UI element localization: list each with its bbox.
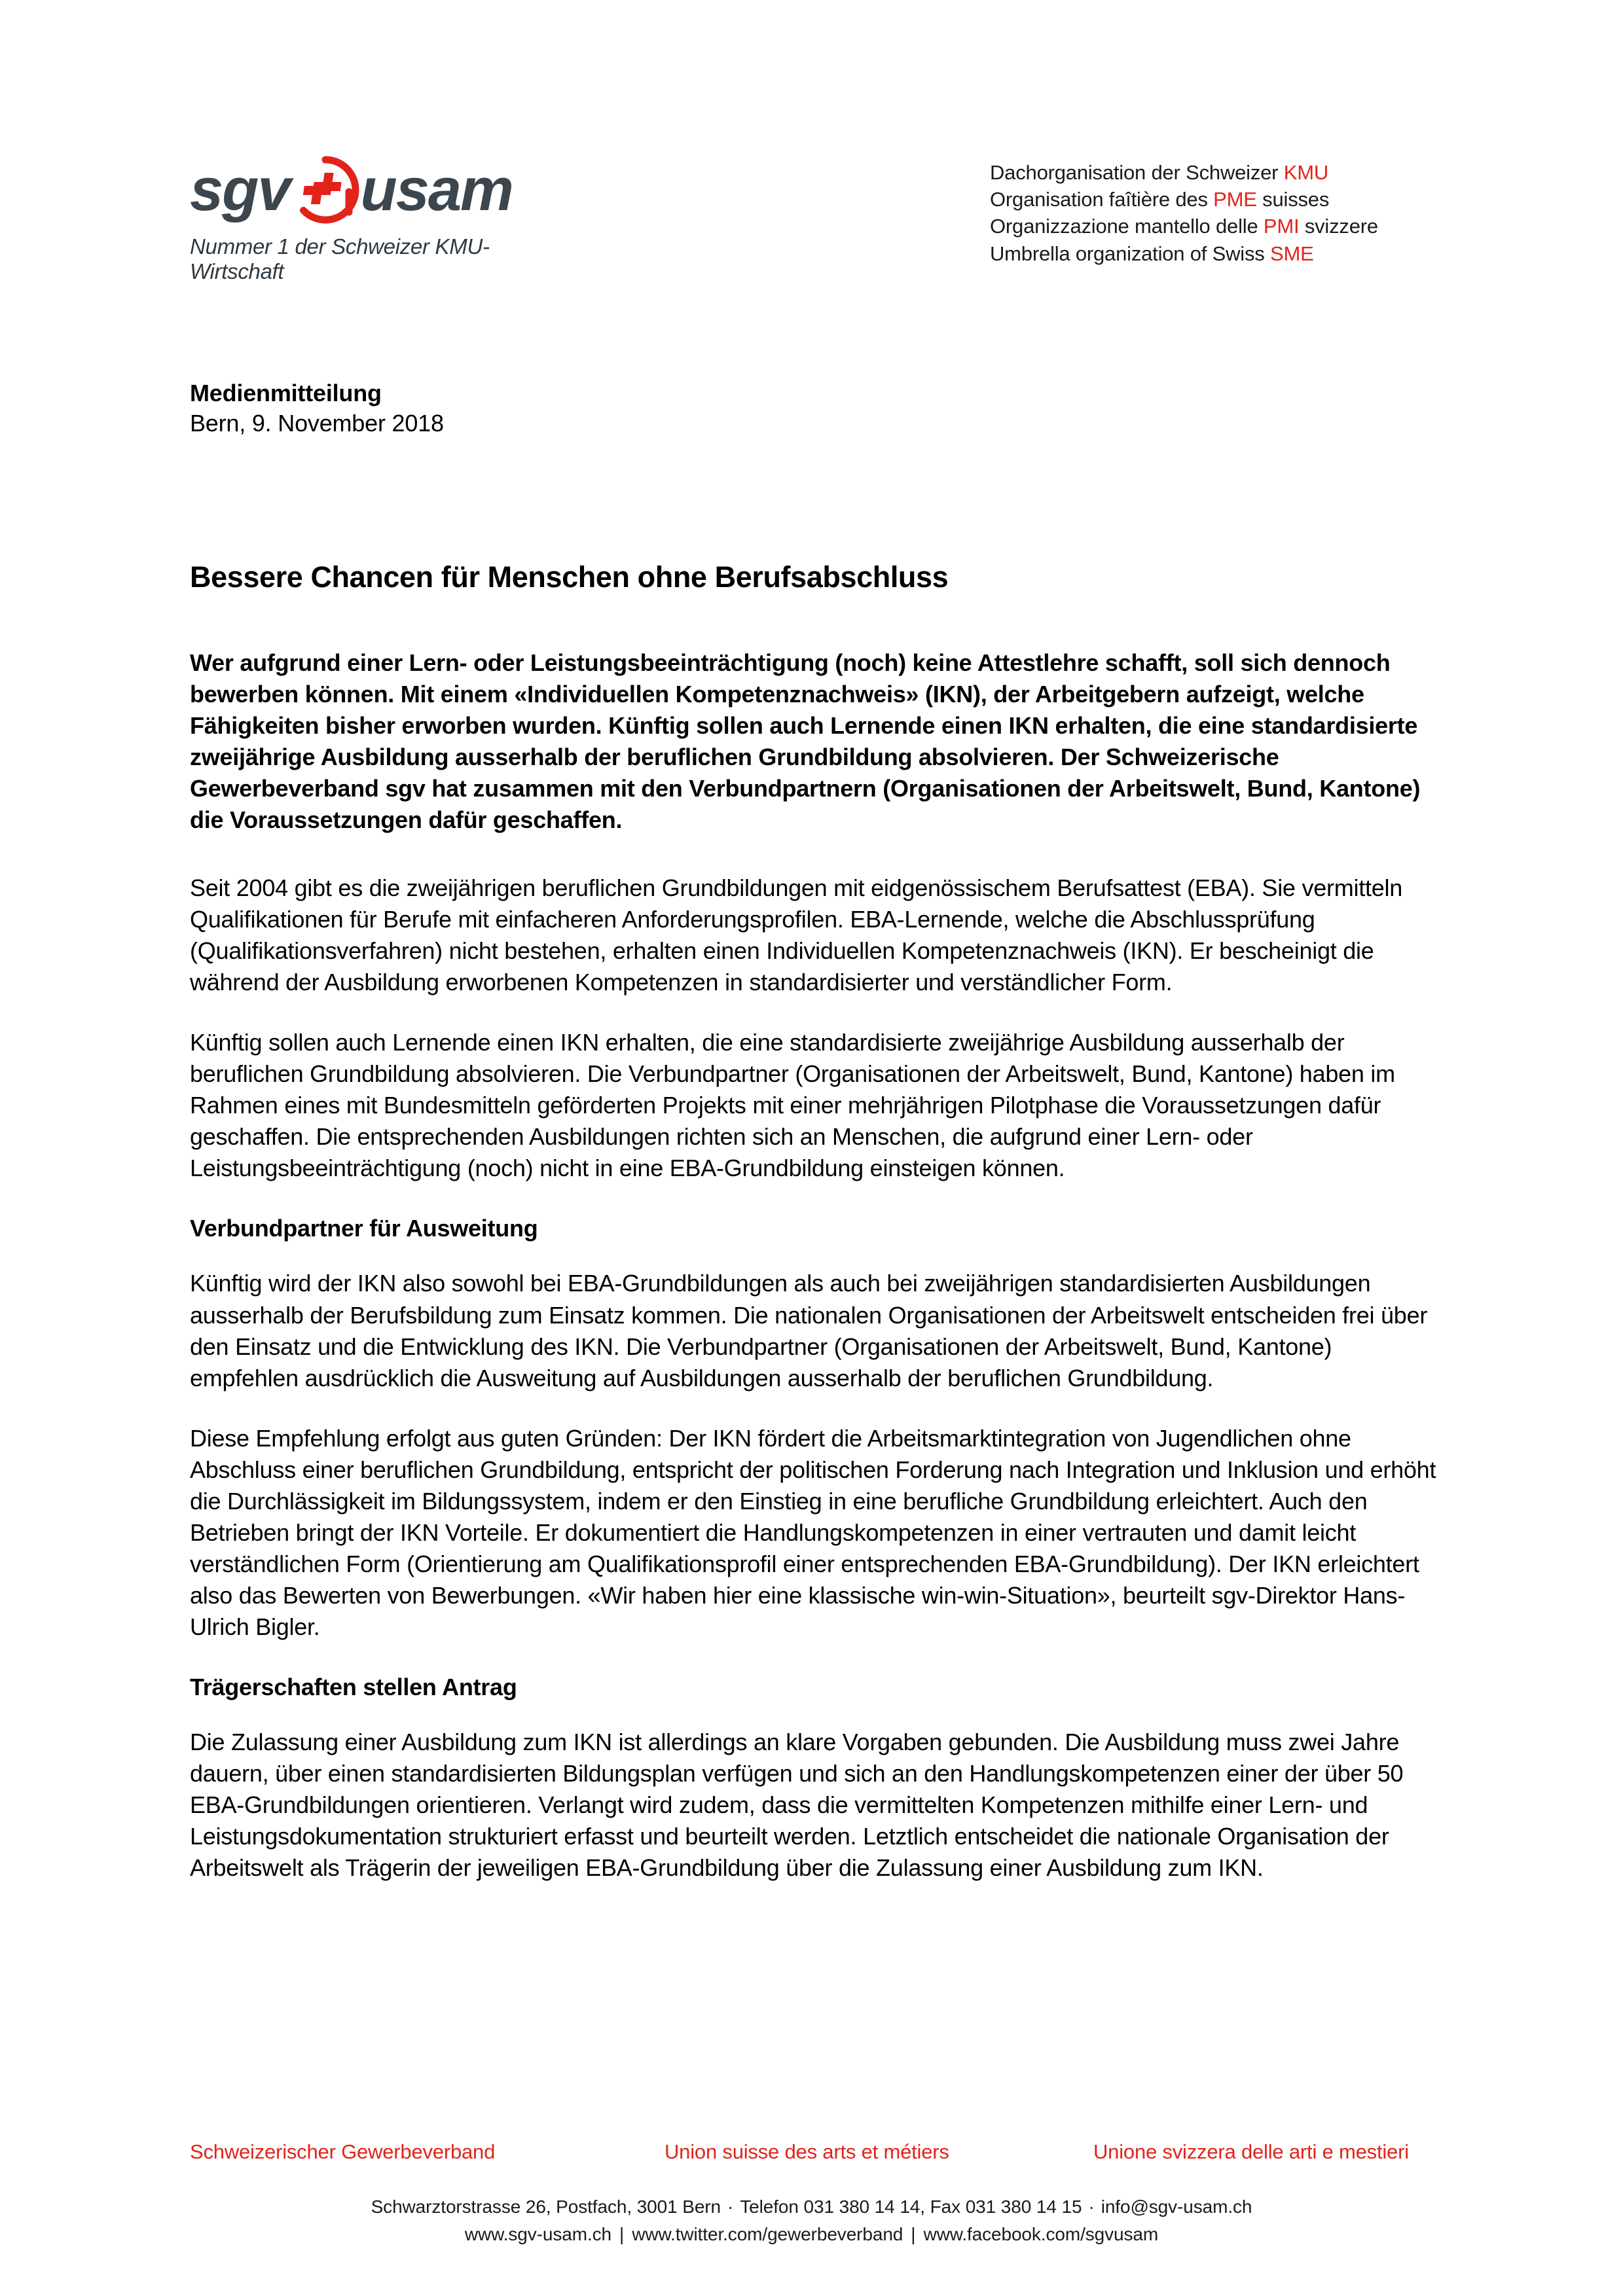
section-1-paragraph-2: Diese Empfehlung erfolgt aus guten Gründen: Der IKN fördert die Arbeitsmarktintegration von Jugendlichen ohne Abschluss einer beruflichen Grundbildung, entspricht der politischen Forderung nach Integration und Inklusion und erhöht die Durchlässigkeit im Bildungssystem, indem er den Einstieg in eine berufliche Grundbildung erleichtert. Auch den Betrieben bringt der IKN Vorteile. Er dokumentiert die Handlungskompetenzen in einer vertrauten und damit leicht verständlichen Form (Orientierung am Qualifikationsprofil einer entsprechenden EBA-Grundbildung). Der IKN erleichtert also das Bewerten von Bewerbungen. «Wir haben hier eine klassische win-win-Situation», beurteilt sgv-Direktor Hans-Ulrich Bigler. (190, 1424, 1436, 1640)
footer-facebook[interactable]: www.facebook.com/sgvusam (923, 2224, 1159, 2244)
at-sign-swiss-cross-icon (291, 156, 359, 224)
header-claims (990, 159, 1378, 267)
sgv-usam-logo (190, 154, 583, 284)
claim-highlight-sme: SME (1269, 242, 1314, 265)
claim-line-en: Umbrella organization of Swiss SME (990, 242, 1314, 265)
body-paragraph-1: Seit 2004 gibt es die zweijährigen beruflichen Grundbildungen mit eidgenössischem Berufsattest (EBA). Sie vermitteln Qualifikationen für Berufe mit einfacheren Anforderungsprofilen. EBA-Lernende, welche die Abschlussprüfung (Qualifikationsverfahren) nicht bestehen, erhalten einen Individuellen Kompetenznachweis (IKN). Er bescheinigt die während der Ausbildung erworbenen Kompetenzen in standardisierter und verständlicher Form. (190, 874, 1402, 996)
claim-line-fr: Organisation faîtière des PME suisses (990, 188, 1330, 211)
place-date: Bern, 9. November 2018 (190, 410, 444, 437)
footer-separator-2: · (1088, 2197, 1095, 2217)
footer-address: Schwarztorstrasse 26, Postfach, 3001 Bern (371, 2197, 721, 2217)
footer-org-fr: Union suisse des arts et métiers (665, 2140, 949, 2163)
claim-highlight-pme: PME (1213, 188, 1257, 211)
footer-email[interactable]: info@sgv-usam.ch (1101, 2197, 1252, 2217)
logo-wordmark (190, 154, 583, 225)
footer-twitter[interactable]: www.twitter.com/gewerbeverband (632, 2224, 903, 2244)
claim-highlight-kmu: KMU (1283, 161, 1329, 184)
page-title: Bessere Chancen für Menschen ohne Berufsabschluss (190, 560, 949, 594)
claim-highlight-pmi: PMI (1263, 215, 1300, 238)
document-type-label: Medienmitteilung (190, 380, 382, 406)
footer-org-names (190, 2140, 1434, 2164)
claim-line-it: Organizzazione mantello delle PMI svizzere (990, 215, 1378, 238)
footer-org-de: Schweizerischer Gewerbeverband (190, 2140, 496, 2163)
footer-contact (0, 2193, 1623, 2248)
footer-separator-1: · (727, 2197, 734, 2217)
section-1-paragraph-1: Künftig wird der IKN also sowohl bei EBA-Grundbildungen als auch bei zweijährigen standardisierten Ausbildungen ausserhalb der Berufsbildung zum Einsatz kommen. Die nationalen Organisationen der Arbeitswelt entscheiden frei über den Einsatz und die Entwicklung des IKN. Die Verbundpartner (Organisationen der Arbeitswelt, Bund, Kantone) empfehlen ausdrücklich die Ausweitung auf Ausbildungen ausserhalb der beruflichen Grundbildung. (190, 1270, 1428, 1391)
footer-phone: Telefon 031 380 14 14, Fax 031 380 14 15 (740, 2197, 1082, 2217)
section-heading-verbundpartner: Verbundpartner für Ausweitung (190, 1215, 538, 1242)
page-header (0, 0, 1623, 308)
footer-website[interactable]: www.sgv-usam.ch (464, 2224, 612, 2244)
article-body (190, 872, 1437, 1912)
footer-contact-line-2 (0, 2221, 1623, 2248)
footer-pipe-1: | (619, 2224, 625, 2244)
document-meta (190, 378, 1434, 439)
footer-org-it: Unione svizzera delle arti e mestieri (1093, 2140, 1409, 2163)
lead-paragraph: Wer aufgrund einer Lern- oder Leistungsbeeinträchtigung (noch) keine Attestlehre schafft, soll sich dennoch bewerben können. Mit einem «Individuellen Kompetenznachweis» (IKN), der Arbeitgebern aufzeigt, welche Fähigkeiten bisher erworben wurden. Künftig sollen auch Lernende einen IKN erhalten, die eine standardisierte zweijährige Ausbildung ausserhalb der beruflichen Grundbildung absolvieren. Der Schweizerische Gewerbeverband sgv hat zusammen mit den Verbundpartnern (Organisationen der Arbeitswelt, Bund, Kantone) die Voraussetzungen dafür geschaffen. (190, 649, 1421, 834)
logo-word-sgv: sgv (190, 156, 290, 223)
body-paragraph-2: Künftig sollen auch Lernende einen IKN erhalten, die eine standardisierte zweijährige Ausbildung ausserhalb der beruflichen Grundbildung absolvieren. Die Verbundpartner (Organisationen der Arbeitswelt, Bund, Kantone) haben im Rahmen eines mit Bundesmitteln geförderten Projekts mit einer mehrjährigen Pilotphase die Voraussetzungen dafür geschaffen. Die entsprechenden Ausbildungen richten sich an Menschen, die aufgrund einer Lern- oder Leistungsbeeinträchtigung (noch) nicht in eine EBA-Grundbildung einsteigen können. (190, 1029, 1395, 1182)
claim-line-de: Dachorganisation der Schweizer KMU (990, 161, 1329, 184)
footer-contact-line-1 (0, 2193, 1623, 2221)
section-heading-traegerschaften: Trägerschaften stellen Antrag (190, 1673, 517, 1700)
section-2-paragraph-1: Die Zulassung einer Ausbildung zum IKN ist allerdings an klare Vorgaben gebunden. Die Ausbildung muss zwei Jahre dauern, über einen standardisierten Bildungsplan verfügen und sich an den Handlungskompetenzen einer der über 50 EBA-Grundbildungen orientieren. Verlangt wird zudem, dass die vermittelten Kompetenzen mithilfe einer Lern- und Leistungsdokumentation strukturiert erfasst und beurteilt werden. Letztlich entscheidet die nationale Organisation der Arbeitswelt als Trägerin der jeweiligen EBA-Grundbildung über die Zulassung einer Ausbildung zum IKN. (190, 1729, 1404, 1882)
page-footer (0, 2106, 1623, 2296)
logo-word-usam: usam (360, 156, 513, 223)
logo-tagline: Nummer 1 der Schweizer KMU-Wirtschaft (190, 234, 490, 283)
footer-pipe-2: | (911, 2224, 916, 2244)
